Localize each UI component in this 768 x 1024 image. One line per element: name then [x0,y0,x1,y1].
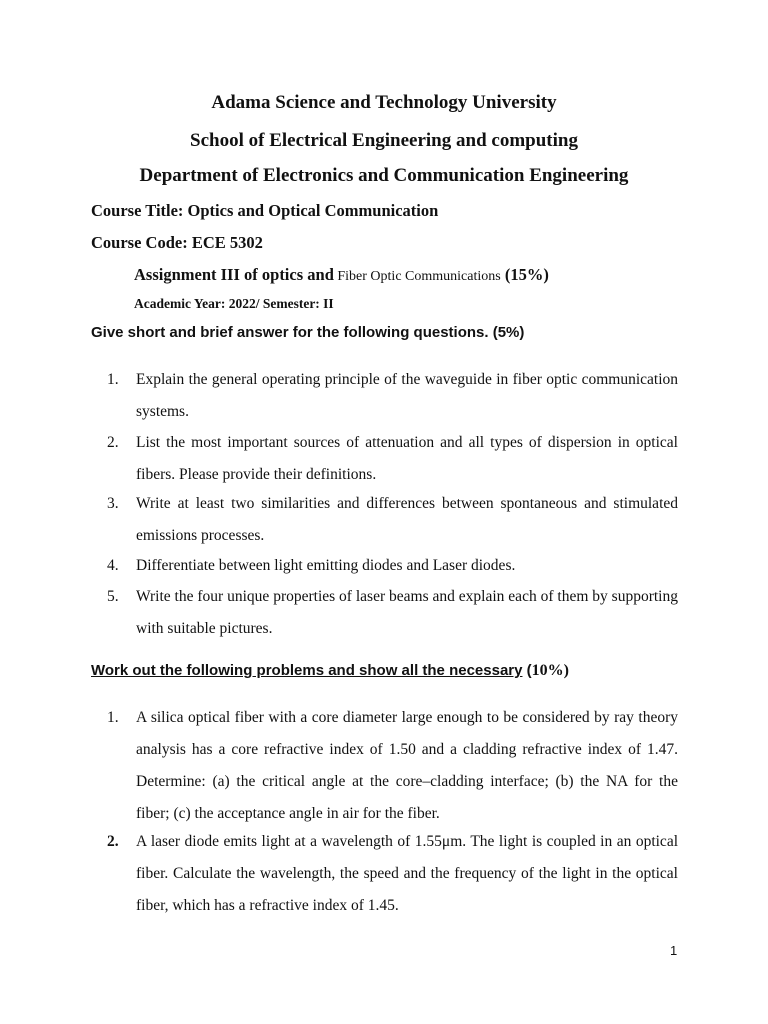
problem-text: A laser diode emits light at a wavelength of 1.55μm. The light is coupled in an optical fiber. Calculate the wavelength, the speed and the frequency of the light in the optical fiber, which has a refractive index of 1.45. [136,833,678,914]
section2-weight: 10%) [531,662,569,679]
problem-text: A silica optical fiber with a core diameter large enough to be considered by ray theory analysis has a core refractive index of 1.50 and a cladding refractive index of 1.47. Determine: (a) the critical angle at the core–cladding interface; (b) the NA for the fiber; (c) the acceptance angle in air for the fiber. [136,709,678,822]
page-number: 1 [670,943,678,958]
question-number: 3. [107,495,119,512]
question-text: Write the four unique properties of laser beams and explain each of them by supporting with suitable pictures. [136,588,678,637]
question-number: 4. [107,557,119,574]
question-item [107,364,678,428]
problem-item [107,826,678,922]
question-item [107,488,678,552]
question-number: 2. [107,434,119,451]
problem-number: 2. [107,833,119,850]
question-item [107,581,678,645]
question-text: Write at least two similarities and differences between spontaneous and stimulated emissions processes. [136,495,678,544]
academic-year: Academic Year: 2022/ Semester: II [134,296,334,311]
section2-heading [91,662,569,680]
question-text: Explain the general operating principle of the waveguide in fiber optic communication systems. [136,371,678,420]
question-number: 1. [107,371,119,388]
question-item [107,427,678,491]
question-text: Differentiate between light emitting diodes and Laser diodes. [136,557,516,574]
section1-heading: Give short and brief answer for the following questions. (5%) [91,324,525,341]
question-item [107,550,678,582]
assignment-title [134,265,549,285]
department-name: Department of Electronics and Communication Engineering [139,165,629,186]
assignment-weight: (15%) [500,265,549,284]
assignment-subject: Fiber Optic Communications [333,269,501,284]
university-name: Adama Science and Technology University [211,92,557,113]
question-text: List the most important sources of attenuation and all types of dispersion in optical fibers. Please provide their definitions. [136,434,678,483]
section2-heading-paren: ( [522,662,532,679]
problem-item [107,702,678,830]
course-code: Course Code: ECE 5302 [91,233,263,252]
question-number: 5. [107,588,119,605]
problem-number: 1. [107,709,119,726]
course-title: Course Title: Optics and Optical Communication [91,201,439,220]
school-name: School of Electrical Engineering and computing [190,130,578,151]
assignment-prefix: Assignment III of optics and [134,265,334,284]
section2-heading-text: Work out the following problems and show all the necessary [91,662,523,679]
